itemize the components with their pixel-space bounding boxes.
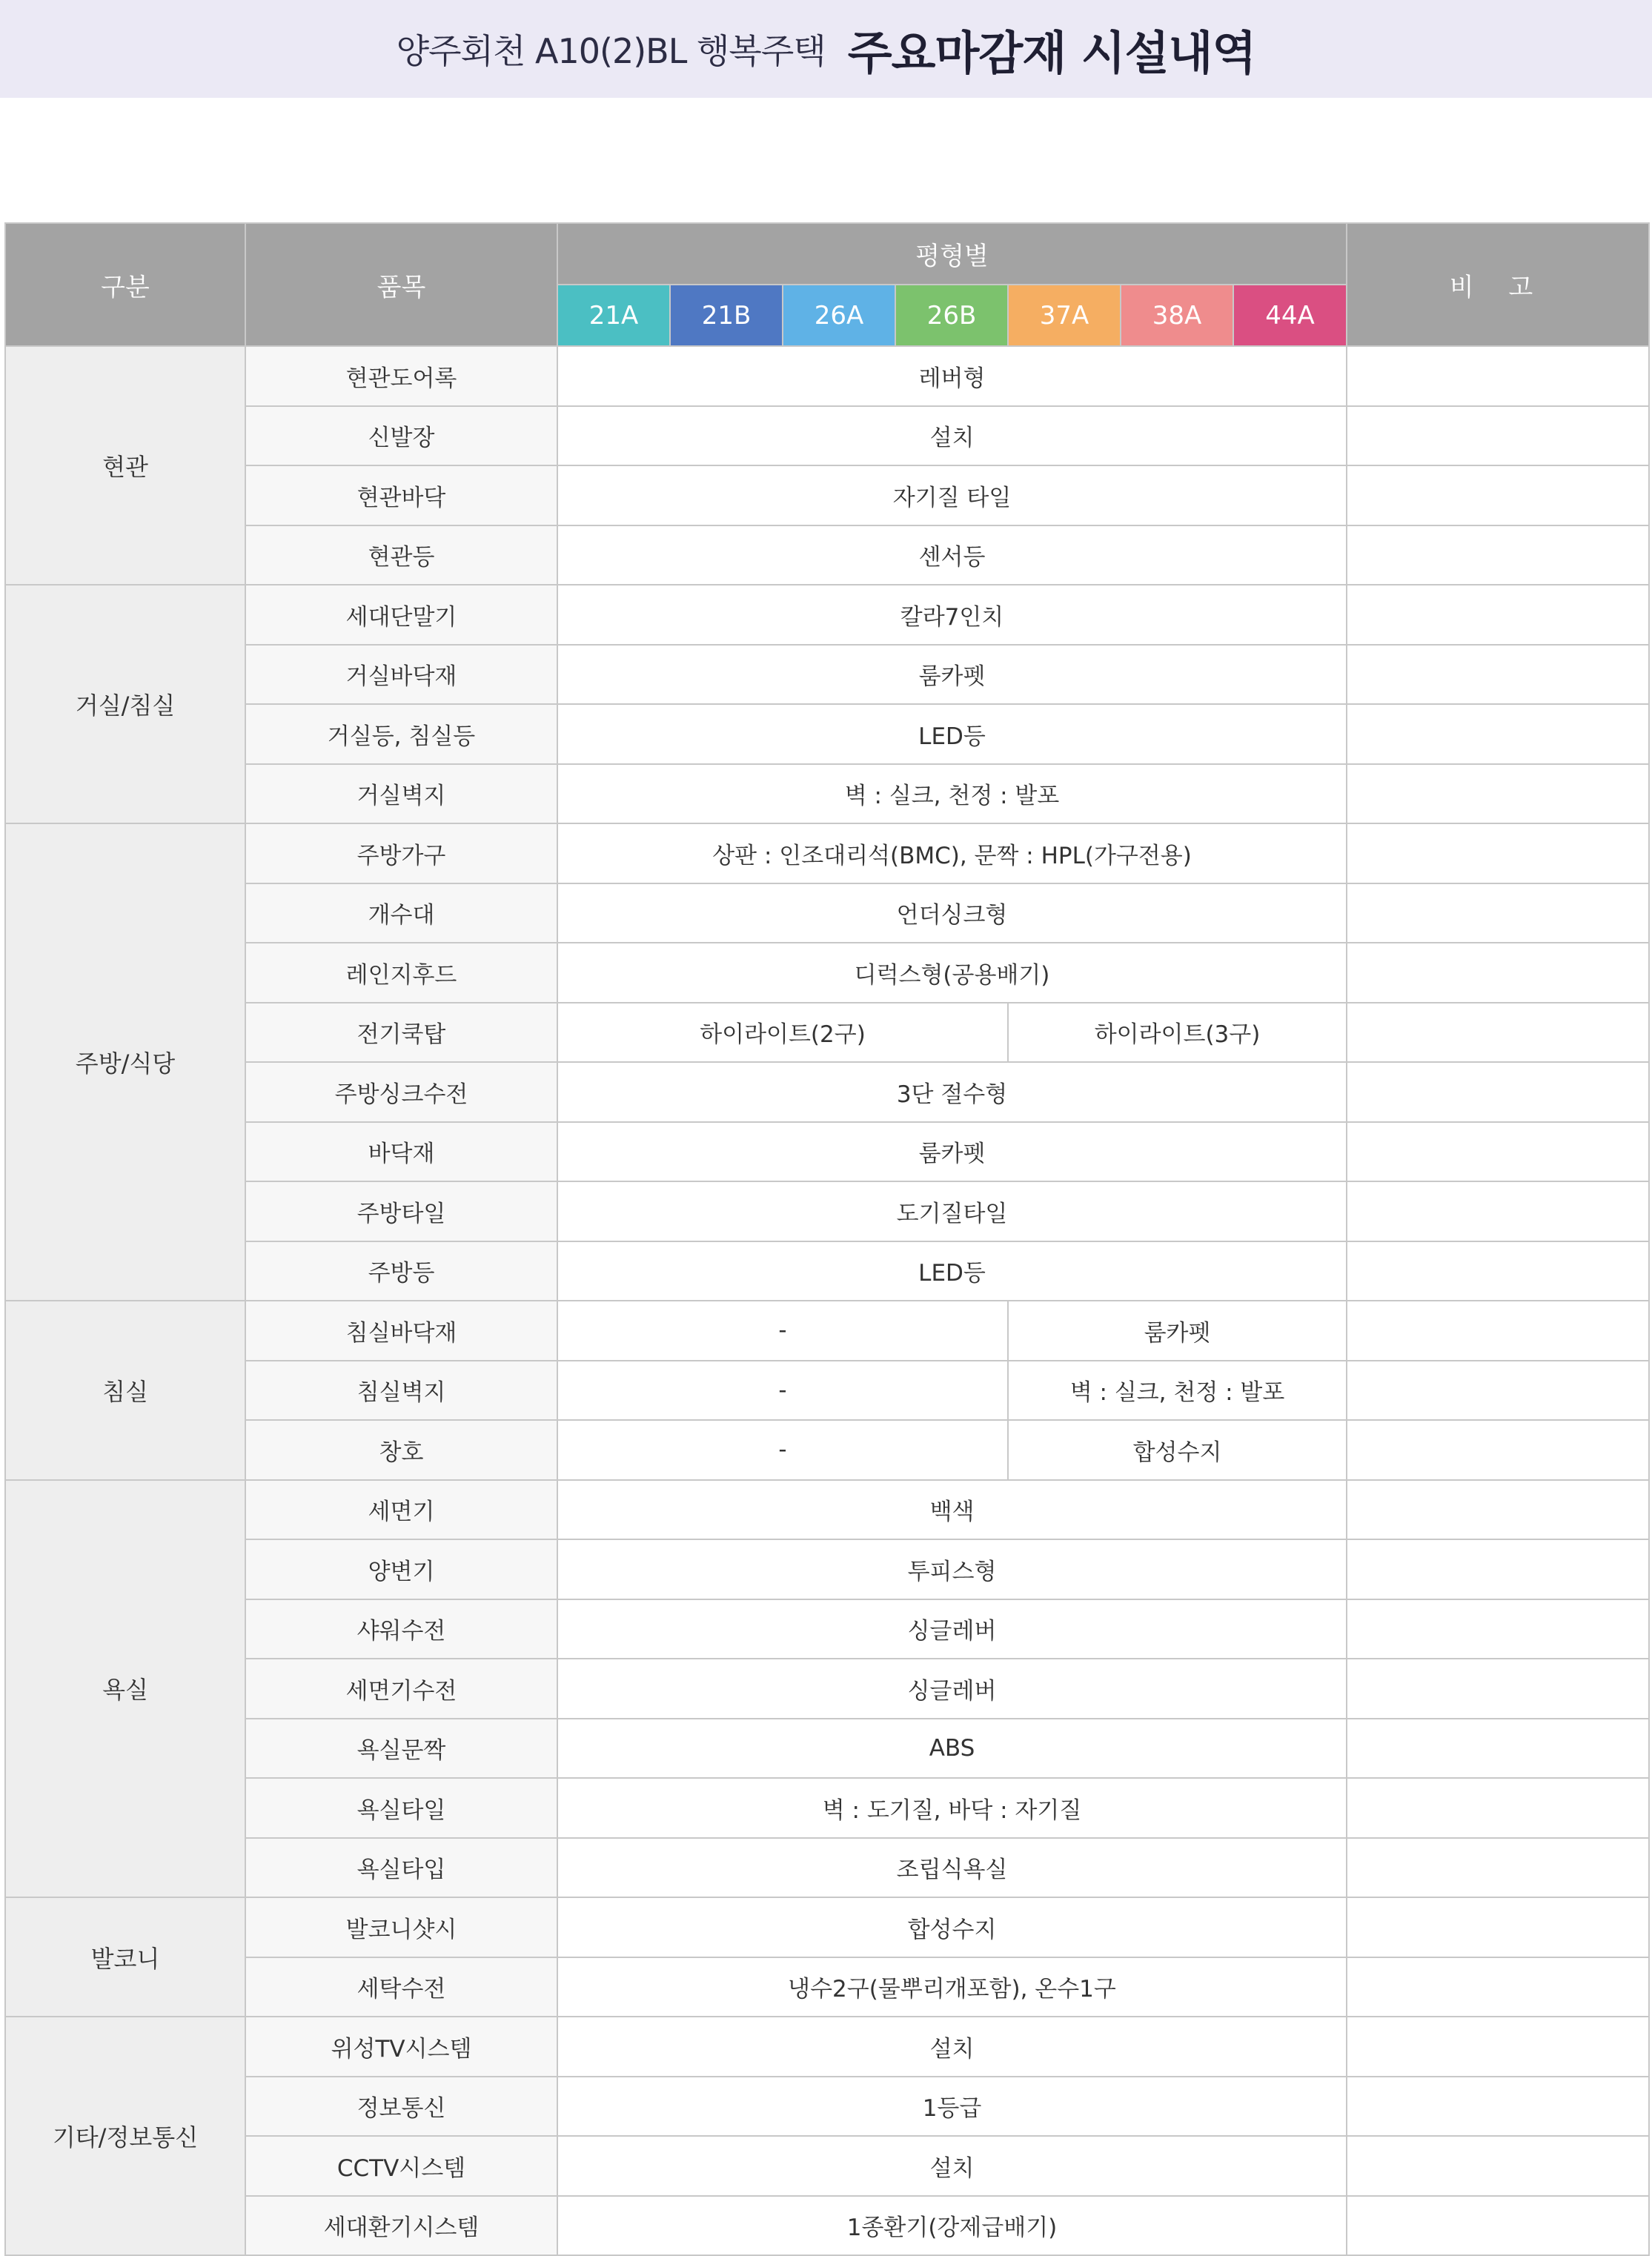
item-cell: 샤워수전 bbox=[245, 1599, 557, 1659]
table-row bbox=[5, 1599, 1649, 1659]
item-cell: 거실벽지 bbox=[245, 764, 557, 824]
remark-cell bbox=[1347, 943, 1649, 1003]
table-row bbox=[5, 1003, 1649, 1063]
remark-cell bbox=[1347, 883, 1649, 943]
remark-cell bbox=[1347, 1599, 1649, 1659]
value-cell: 조립식욕실 bbox=[557, 1838, 1347, 1898]
table-row bbox=[5, 525, 1649, 585]
table-row bbox=[5, 764, 1649, 824]
table-row bbox=[5, 1241, 1649, 1301]
value-cell: 설치 bbox=[557, 2136, 1347, 2196]
page-title: 주요마감재 시설내역 bbox=[847, 25, 1256, 80]
remark-cell bbox=[1347, 1361, 1649, 1421]
value-cell-small-units: - bbox=[557, 1301, 1008, 1361]
table-row bbox=[5, 823, 1649, 883]
remark-cell bbox=[1347, 1062, 1649, 1122]
remark-cell bbox=[1347, 1181, 1649, 1241]
value-cell-large-units: 합성수지 bbox=[1008, 1420, 1347, 1480]
remark-cell bbox=[1347, 346, 1649, 406]
remark-cell bbox=[1347, 585, 1649, 645]
header-remark: 비 고 bbox=[1347, 223, 1649, 346]
remark-cell bbox=[1347, 704, 1649, 764]
table-row bbox=[5, 704, 1649, 764]
item-cell: 전기쿡탑 bbox=[245, 1003, 557, 1063]
remark-cell bbox=[1347, 465, 1649, 525]
table-row bbox=[5, 346, 1649, 406]
table-row bbox=[5, 1719, 1649, 1779]
size-header-26b: 26B bbox=[895, 285, 1008, 346]
remark-cell bbox=[1347, 823, 1649, 883]
category-cell: 기타/정보통신 bbox=[5, 2017, 245, 2255]
remark-cell bbox=[1347, 1420, 1649, 1480]
remark-cell bbox=[1347, 1301, 1649, 1361]
table-row bbox=[5, 1420, 1649, 1480]
table-row bbox=[5, 1957, 1649, 2017]
remark-cell bbox=[1347, 2077, 1649, 2137]
value-cell-large-units: 하이라이트(3구) bbox=[1008, 1003, 1347, 1063]
item-cell: 욕실타일 bbox=[245, 1778, 557, 1838]
value-cell: 설치 bbox=[557, 406, 1347, 466]
header-size-group: 평형별 bbox=[557, 223, 1347, 285]
category-cell: 침실 bbox=[5, 1301, 245, 1480]
value-cell: 벽 : 실크, 천정 : 발포 bbox=[557, 764, 1347, 824]
item-cell: 현관바닥 bbox=[245, 465, 557, 525]
item-cell: 창호 bbox=[245, 1420, 557, 1480]
item-cell: 주방등 bbox=[245, 1241, 557, 1301]
remark-cell bbox=[1347, 406, 1649, 466]
remark-cell bbox=[1347, 645, 1649, 705]
size-header-38a: 38A bbox=[1121, 285, 1233, 346]
table-row bbox=[5, 1181, 1649, 1241]
value-cell: 싱글레버 bbox=[557, 1659, 1347, 1719]
value-cell-large-units: 벽 : 실크, 천정 : 발포 bbox=[1008, 1361, 1347, 1421]
value-cell: 언더싱크형 bbox=[557, 883, 1347, 943]
item-cell: 거실바닥재 bbox=[245, 645, 557, 705]
remark-cell bbox=[1347, 1003, 1649, 1063]
table-row bbox=[5, 1480, 1649, 1540]
value-cell: 합성수지 bbox=[557, 1897, 1347, 1957]
value-cell: 레버형 bbox=[557, 346, 1347, 406]
value-cell: 상판 : 인조대리석(BMC), 문짝 : HPL(가구전용) bbox=[557, 823, 1347, 883]
value-cell: 3단 절수형 bbox=[557, 1062, 1347, 1122]
value-cell: 백색 bbox=[557, 1480, 1347, 1540]
table-row bbox=[5, 465, 1649, 525]
item-cell: 현관도어록 bbox=[245, 346, 557, 406]
header-category: 구분 bbox=[5, 223, 245, 346]
table-row bbox=[5, 1301, 1649, 1361]
table-row bbox=[5, 943, 1649, 1003]
value-cell: 냉수2구(물뿌리개포함), 온수1구 bbox=[557, 1957, 1347, 2017]
table-row bbox=[5, 406, 1649, 466]
value-cell: 룸카펫 bbox=[557, 645, 1347, 705]
value-cell: 디럭스형(공용배기) bbox=[557, 943, 1347, 1003]
category-cell: 현관 bbox=[5, 346, 245, 585]
remark-cell bbox=[1347, 1539, 1649, 1599]
header-item: 품목 bbox=[245, 223, 557, 346]
item-cell: 주방싱크수전 bbox=[245, 1062, 557, 1122]
remark-cell bbox=[1347, 2017, 1649, 2077]
item-cell: CCTV시스템 bbox=[245, 2136, 557, 2196]
item-cell: 바닥재 bbox=[245, 1122, 557, 1182]
item-cell: 세대단말기 bbox=[245, 585, 557, 645]
remark-cell bbox=[1347, 2136, 1649, 2196]
category-cell: 욕실 bbox=[5, 1480, 245, 1898]
value-cell: 센서등 bbox=[557, 525, 1347, 585]
value-cell: LED등 bbox=[557, 704, 1347, 764]
size-header-44a: 44A bbox=[1233, 285, 1347, 346]
item-cell: 주방가구 bbox=[245, 823, 557, 883]
value-cell: LED등 bbox=[557, 1241, 1347, 1301]
remark-cell bbox=[1347, 1122, 1649, 1182]
remark-cell bbox=[1347, 1897, 1649, 1957]
value-cell: 1종환기(강제급배기) bbox=[557, 2196, 1347, 2256]
table-row bbox=[5, 883, 1649, 943]
remark-cell bbox=[1347, 1838, 1649, 1898]
remark-cell bbox=[1347, 1957, 1649, 2017]
value-cell-small-units: - bbox=[557, 1361, 1008, 1421]
remark-cell bbox=[1347, 1241, 1649, 1301]
remark-cell bbox=[1347, 1480, 1649, 1540]
table-row bbox=[5, 2077, 1649, 2137]
item-cell: 위성TV시스템 bbox=[245, 2017, 557, 2077]
remark-cell bbox=[1347, 1719, 1649, 1779]
remark-cell bbox=[1347, 1659, 1649, 1719]
category-cell: 거실/침실 bbox=[5, 585, 245, 823]
value-cell: 벽 : 도기질, 바닥 : 자기질 bbox=[557, 1778, 1347, 1838]
item-cell: 세면기 bbox=[245, 1480, 557, 1540]
title-subtitle: 양주회천 A10(2)BL 행복주택 bbox=[396, 31, 826, 71]
remark-cell bbox=[1347, 1778, 1649, 1838]
value-cell: 설치 bbox=[557, 2017, 1347, 2077]
item-cell: 발코니샷시 bbox=[245, 1897, 557, 1957]
item-cell: 현관등 bbox=[245, 525, 557, 585]
table-row bbox=[5, 2017, 1649, 2077]
item-cell: 세대환기시스템 bbox=[245, 2196, 557, 2256]
value-cell-small-units: 하이라이트(2구) bbox=[557, 1003, 1008, 1063]
finish-spec-table bbox=[4, 222, 1650, 2256]
remark-cell bbox=[1347, 525, 1649, 585]
table-row bbox=[5, 645, 1649, 705]
table-row bbox=[5, 2136, 1649, 2196]
value-cell: 투피스형 bbox=[557, 1539, 1347, 1599]
item-cell: 세면기수전 bbox=[245, 1659, 557, 1719]
table-row bbox=[5, 585, 1649, 645]
item-cell: 양변기 bbox=[245, 1539, 557, 1599]
table-row bbox=[5, 1062, 1649, 1122]
item-cell: 욕실타입 bbox=[245, 1838, 557, 1898]
table-row bbox=[5, 1659, 1649, 1719]
category-cell: 발코니 bbox=[5, 1897, 245, 2017]
value-cell: 도기질타일 bbox=[557, 1181, 1347, 1241]
item-cell: 침실벽지 bbox=[245, 1361, 557, 1421]
size-header-21b: 21B bbox=[670, 285, 783, 346]
size-header-26a: 26A bbox=[783, 285, 895, 346]
item-cell: 레인지후드 bbox=[245, 943, 557, 1003]
item-cell: 거실등, 침실등 bbox=[245, 704, 557, 764]
remark-cell bbox=[1347, 2196, 1649, 2256]
value-cell: 칼라7인치 bbox=[557, 585, 1347, 645]
item-cell: 욕실문짝 bbox=[245, 1719, 557, 1779]
value-cell: 싱글레버 bbox=[557, 1599, 1347, 1659]
value-cell: 자기질 타일 bbox=[557, 465, 1347, 525]
value-cell-small-units: - bbox=[557, 1420, 1008, 1480]
value-cell: 룸카펫 bbox=[557, 1122, 1347, 1182]
size-header-37a: 37A bbox=[1008, 285, 1121, 346]
item-cell: 개수대 bbox=[245, 883, 557, 943]
category-cell: 주방/식당 bbox=[5, 823, 245, 1301]
item-cell: 신발장 bbox=[245, 406, 557, 466]
item-cell: 세탁수전 bbox=[245, 1957, 557, 2017]
item-cell: 정보통신 bbox=[245, 2077, 557, 2137]
table-row bbox=[5, 1778, 1649, 1838]
table-row bbox=[5, 1361, 1649, 1421]
value-cell-large-units: 룸카펫 bbox=[1008, 1301, 1347, 1361]
value-cell: ABS bbox=[557, 1719, 1347, 1779]
table-row bbox=[5, 2196, 1649, 2256]
table-row bbox=[5, 1897, 1649, 1957]
size-header-21a: 21A bbox=[557, 285, 670, 346]
table-row bbox=[5, 1539, 1649, 1599]
table-row bbox=[5, 1838, 1649, 1898]
title-bar bbox=[0, 0, 1652, 98]
value-cell: 1등급 bbox=[557, 2077, 1347, 2137]
item-cell: 주방타일 bbox=[245, 1181, 557, 1241]
table-row bbox=[5, 1122, 1649, 1182]
remark-cell bbox=[1347, 764, 1649, 824]
item-cell: 침실바닥재 bbox=[245, 1301, 557, 1361]
